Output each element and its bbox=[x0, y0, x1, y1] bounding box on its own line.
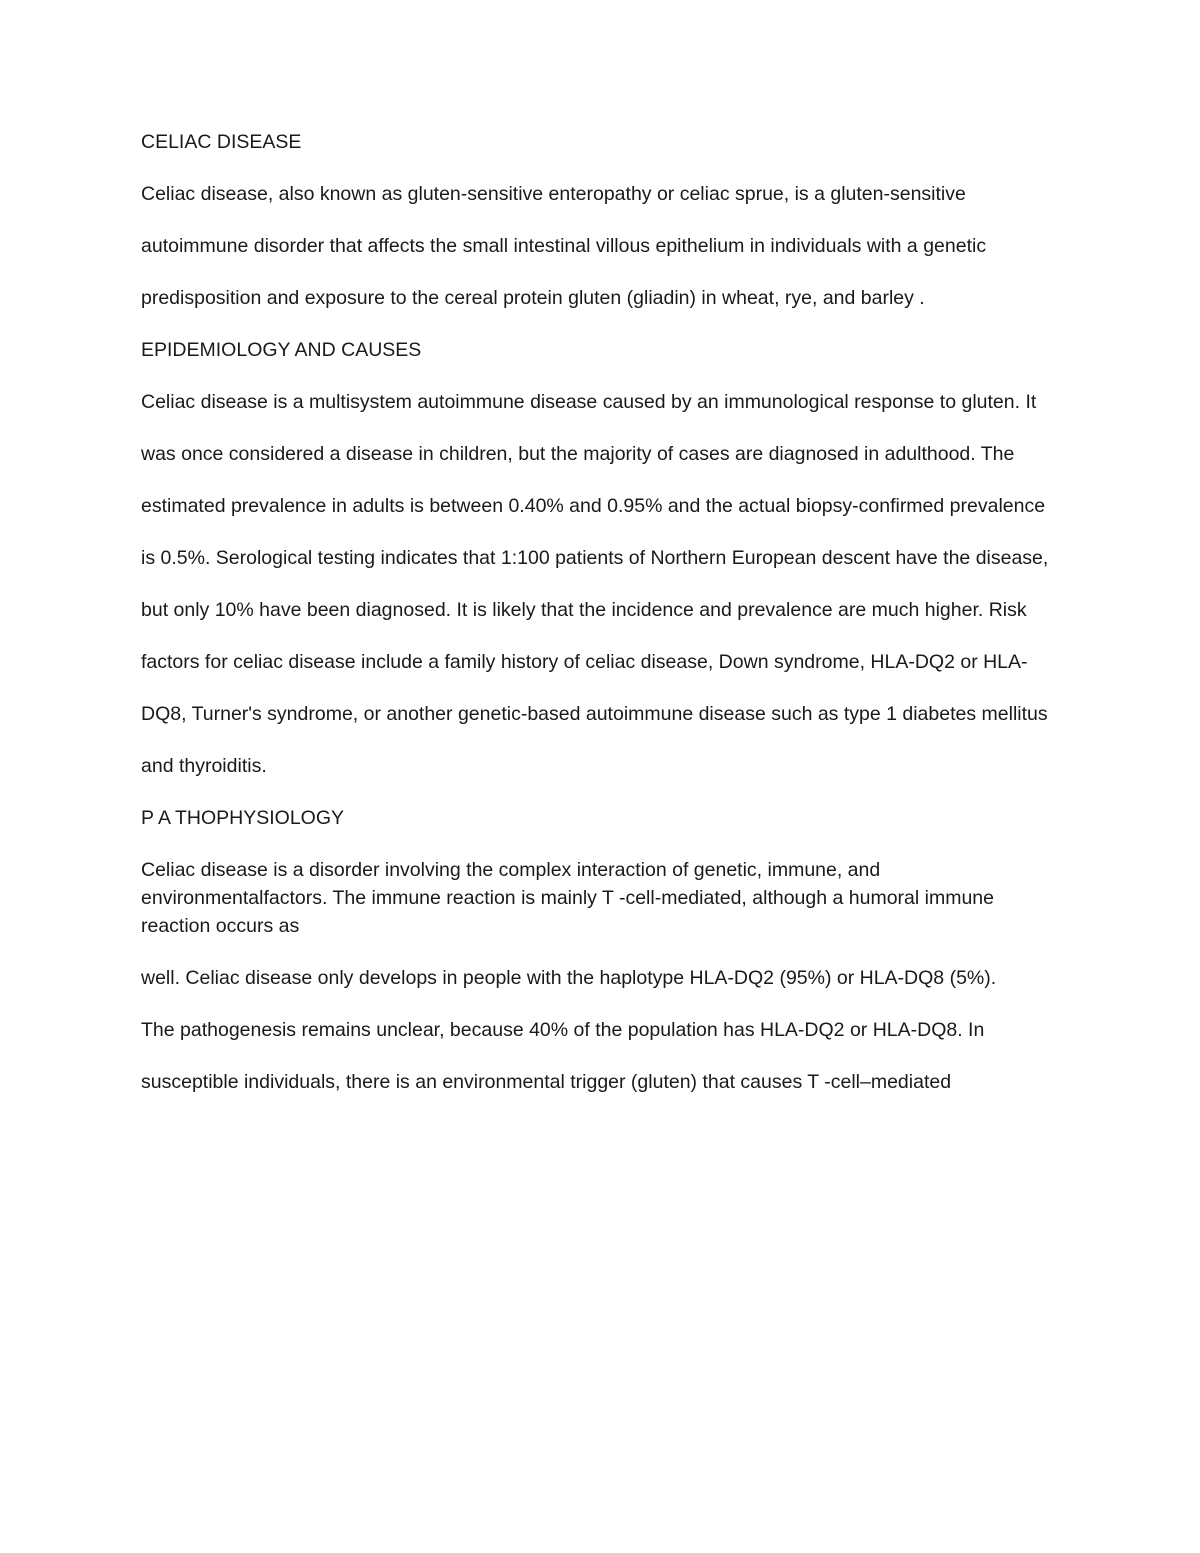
paragraph: predisposition and exposure to the cereal protein gluten (gliadin) in wheat, rye, and barley . bbox=[141, 287, 925, 309]
paragraph: estimated prevalence in adults is between 0.40% and 0.95% and the actual biopsy-confirmed prevalence bbox=[141, 495, 1046, 517]
paragraph: was once considered a disease in children, but the majority of cases are diagnosed in adulthood. The bbox=[141, 443, 1015, 465]
paragraph: autoimmune disorder that affects the small intestinal villous epithelium in individuals with a genetic bbox=[141, 235, 987, 257]
paragraph: susceptible individuals, there is an environmental trigger (gluten) that causes T -cell–mediated bbox=[141, 1071, 952, 1093]
section-heading-celiac-disease: CELIAC DISEASE bbox=[141, 131, 302, 153]
section-heading-pathophysiology: P A THOPHYSIOLOGY bbox=[141, 807, 345, 829]
paragraph: is 0.5%. Serological testing indicates that 1:100 patients of Northern European descent have the disease, bbox=[141, 547, 1049, 569]
paragraph: DQ8, Turner's syndrome, or another genetic-based autoimmune disease such as type 1 diabetes mellitus bbox=[141, 703, 1048, 725]
section-heading-epidemiology: EPIDEMIOLOGY AND CAUSES bbox=[141, 339, 422, 361]
document-body bbox=[141, 128, 1066, 1120]
paragraph: well. Celiac disease only develops in people with the haplotype HLA-DQ2 (95%) or HLA-DQ8 (5%). bbox=[141, 967, 997, 989]
paragraph: and thyroiditis. bbox=[141, 755, 267, 777]
paragraph: factors for celiac disease include a family history of celiac disease, Down syndrome, HLA-DQ2 or HLA- bbox=[141, 651, 1028, 673]
paragraph: Celiac disease is a multisystem autoimmune disease caused by an immunological response to gluten. It bbox=[141, 391, 1037, 413]
paragraph: Celiac disease is a disorder involving the complex interaction of genetic, immune, and environmentalfactors. The immune reaction is mainly T -cell-mediated, although a humoral immune reaction occurs as bbox=[141, 859, 994, 937]
paragraph: The pathogenesis remains unclear, because 40% of the population has HLA-DQ2 or HLA-DQ8. In bbox=[141, 1019, 985, 1041]
paragraph: Celiac disease, also known as gluten-sensitive enteropathy or celiac sprue, is a gluten-sensitive bbox=[141, 183, 966, 205]
paragraph: but only 10% have been diagnosed. It is likely that the incidence and prevalence are much higher. Risk bbox=[141, 599, 1027, 621]
